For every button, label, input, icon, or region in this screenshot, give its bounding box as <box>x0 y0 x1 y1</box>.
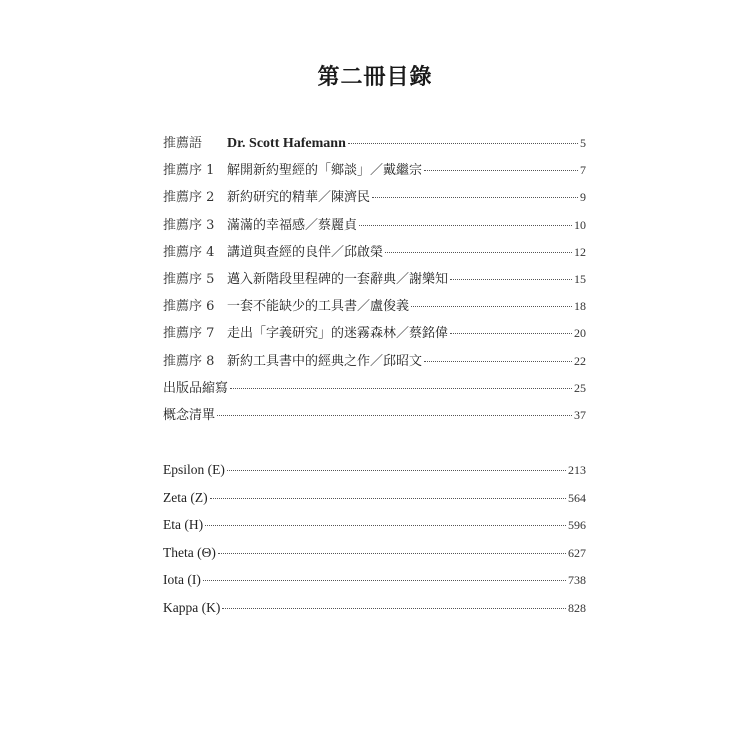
toc-entry-page: 18 <box>574 299 586 314</box>
toc-entry-label: 推薦序 6 <box>163 299 215 315</box>
dot-leader <box>203 580 566 581</box>
toc-entry-title: 概念清單 <box>163 407 216 423</box>
toc-entry-title: Dr. Scott Hafemann <box>227 136 346 151</box>
toc-entry-page: 213 <box>568 463 586 477</box>
toc-entry-title: 出版品縮寫 <box>163 380 229 396</box>
toc-entry-preface-3 <box>163 214 586 241</box>
toc-entry-preface-5 <box>163 268 586 295</box>
toc-entry-page: 15 <box>574 271 586 286</box>
dot-leader <box>372 197 578 198</box>
toc-entry-title: 講道與查經的良伴／邱啟榮 <box>227 244 384 260</box>
toc-entry-title: Kappa (K) <box>163 599 221 615</box>
toc-entry-title: 滿滿的幸福感／蔡麗貞 <box>227 217 358 233</box>
toc-entry-abbreviations <box>163 377 586 404</box>
toc-entry-title: Eta (H) <box>163 517 204 533</box>
toc-entry-title: 一套不能缺少的工具書／盧俊義 <box>227 299 410 315</box>
dot-leader <box>411 306 572 307</box>
toc-entry-page: 37 <box>574 407 586 422</box>
dot-leader <box>222 608 566 609</box>
toc-entry-label: 推薦序 4 <box>163 244 215 260</box>
toc-entry-page: 7 <box>580 163 586 178</box>
toc-entry-page: 20 <box>574 326 586 341</box>
toc-entry-label: 推薦序 2 <box>163 190 215 206</box>
toc-entry-preface-1 <box>163 159 586 186</box>
toc-entry-preface-8 <box>163 350 586 377</box>
dot-leader <box>227 470 566 471</box>
toc-entry-title: 邁入新階段里程碑的一套辭典／謝樂知 <box>227 271 449 287</box>
toc-entry-page: 738 <box>568 573 586 588</box>
dot-leader <box>230 388 572 389</box>
toc-entry-label: 推薦序 3 <box>163 217 215 233</box>
dot-leader <box>205 525 566 526</box>
letters-list <box>163 462 586 628</box>
toc-entry-page: 12 <box>574 244 586 259</box>
toc-entry-preface-7 <box>163 322 586 349</box>
dot-leader <box>218 553 566 554</box>
toc-entry-page: 10 <box>574 217 586 232</box>
toc-entry-label: 推薦序 5 <box>163 271 215 287</box>
toc-entry-endorsement <box>163 132 586 159</box>
toc-entry-page: 596 <box>568 518 586 533</box>
toc-entry-title: 新約研究的精華／陳濟民 <box>227 190 371 206</box>
toc-entry-page: 25 <box>574 380 586 395</box>
toc-entry-label: 推薦序 7 <box>163 326 215 342</box>
toc-entry-title: Zeta (Z) <box>163 489 208 505</box>
toc-entry-eta <box>163 517 586 545</box>
dot-leader <box>450 333 572 334</box>
toc-entry-concepts <box>163 404 586 431</box>
toc-entry-label: 推薦序 8 <box>163 353 215 369</box>
toc-entry-label: 推薦序 1 <box>163 163 215 179</box>
toc-entry-iota <box>163 572 586 600</box>
dot-leader <box>424 361 572 362</box>
toc-entry-page: 627 <box>568 545 586 560</box>
toc-entry-title: Theta (Θ) <box>163 544 216 560</box>
dot-leader <box>385 252 572 253</box>
dot-leader <box>217 415 572 416</box>
toc-entry-page: 5 <box>580 136 586 150</box>
toc-entry-preface-4 <box>163 241 586 268</box>
toc-entry-page: 828 <box>568 600 586 615</box>
toc-entry-preface-2 <box>163 186 586 213</box>
dot-leader <box>424 170 578 171</box>
toc-entry-title: Epsilon (E) <box>163 462 225 477</box>
page-title: 第二冊目錄 <box>317 64 433 90</box>
toc-entry-theta <box>163 545 586 573</box>
front-matter-list <box>163 132 586 431</box>
dot-leader <box>450 279 572 280</box>
toc-entry-title: 解開新約聖經的「鄉談」／戴繼宗 <box>227 163 423 179</box>
toc-entry-title: 走出「字義研究」的迷霧森林／蔡銘偉 <box>227 326 449 342</box>
dot-leader <box>348 143 578 144</box>
dot-leader <box>210 498 566 499</box>
toc-entry-label: 推薦語 <box>163 136 203 151</box>
toc-entry-zeta <box>163 490 586 518</box>
dot-leader <box>359 225 572 226</box>
toc-entry-title: 新約工具書中的經典之作／邱昭文 <box>227 353 423 369</box>
toc-entry-preface-6 <box>163 295 586 322</box>
toc-entry-page: 22 <box>574 353 586 368</box>
toc-entry-kappa <box>163 600 586 628</box>
toc-entry-title: Iota (I) <box>163 572 201 588</box>
toc-entry-page: 9 <box>580 190 586 205</box>
toc-entry-page: 564 <box>568 490 586 505</box>
toc-entry-epsilon <box>163 462 586 490</box>
